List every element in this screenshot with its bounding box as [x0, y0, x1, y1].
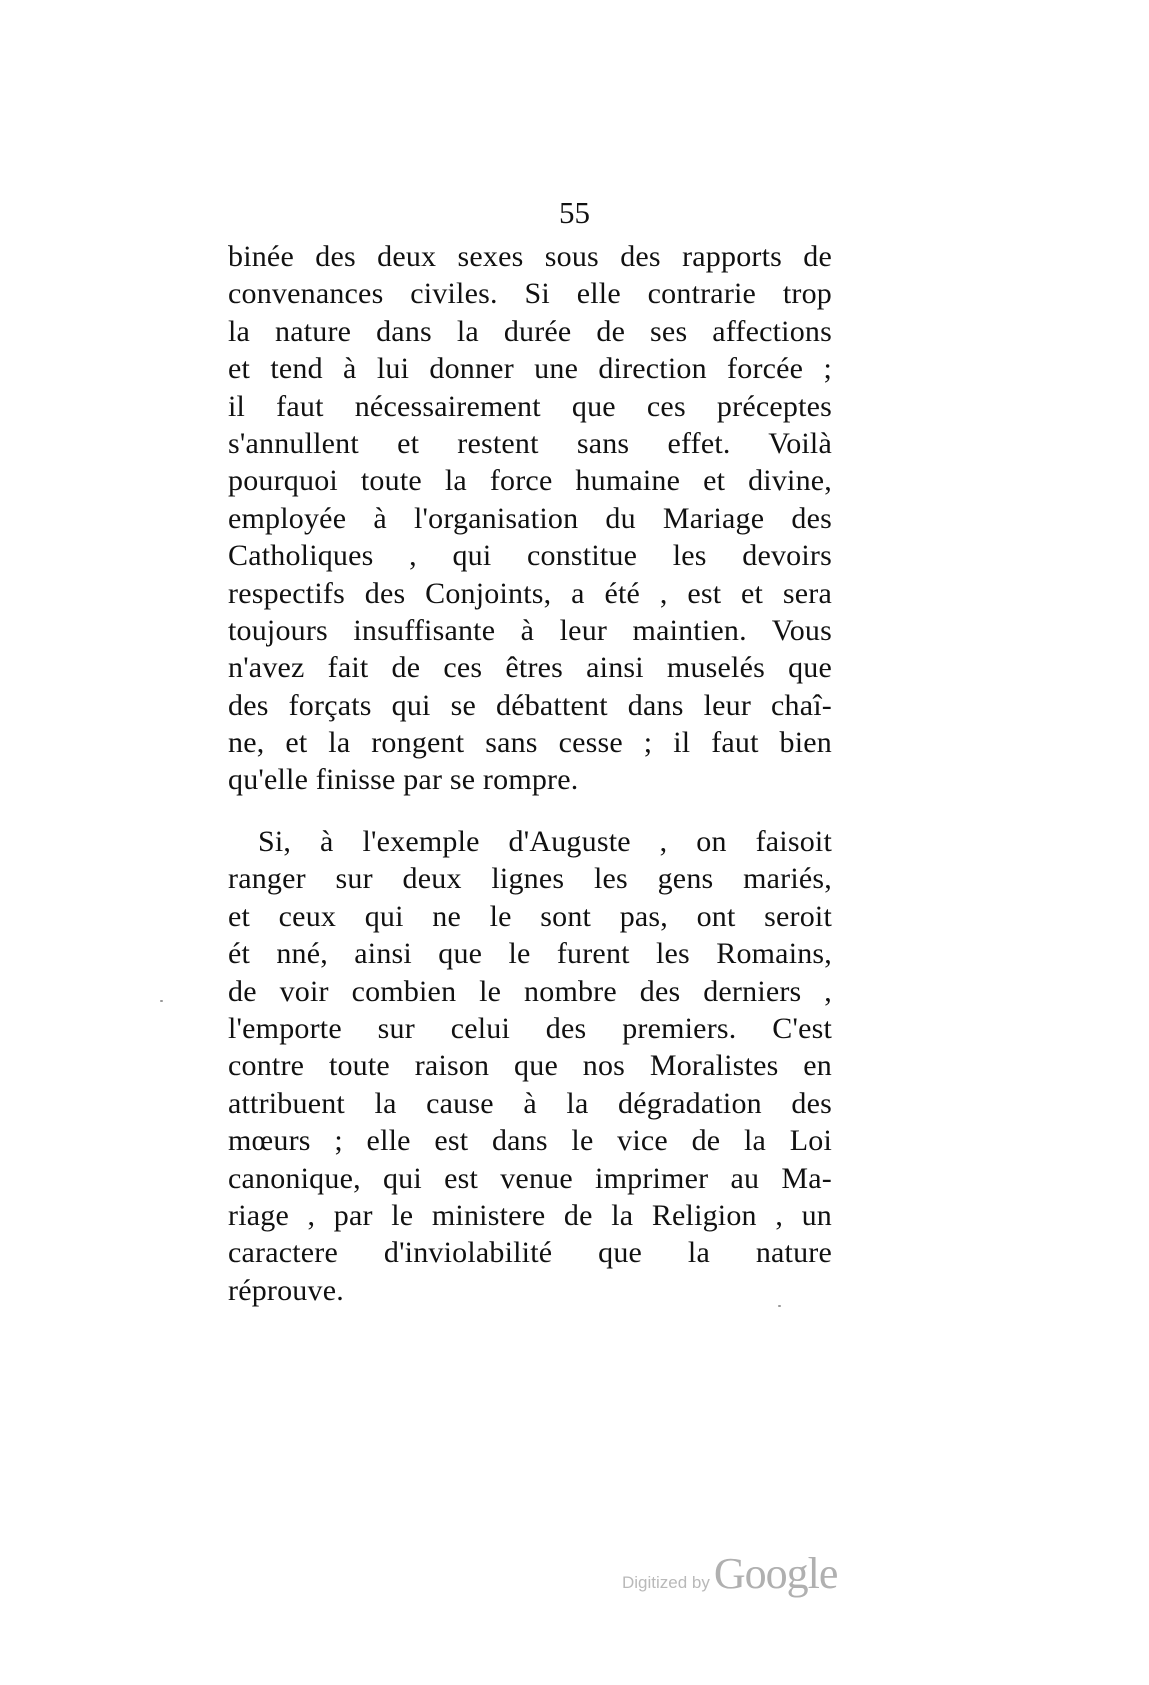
- text-line: ne, et la rongent sans cesse ; il faut bien: [228, 726, 832, 760]
- text-line: qu'elle finisse par se rompre.: [228, 763, 579, 797]
- text-line: n'avez fait de ces êtres ainsi muselés que: [228, 651, 832, 685]
- text-line: des forçats qui se débattent dans leur chaî-: [228, 688, 832, 722]
- text-line: toujours insuffisante à leur maintien. Vous: [228, 613, 832, 647]
- text-line: mœurs ; elle est dans le vice de la Loi: [228, 1124, 832, 1158]
- scan-speck: [778, 1305, 781, 1307]
- text-line: la nature dans la durée de ses affections: [228, 314, 832, 348]
- google-logo: Google: [713, 1549, 838, 1598]
- paragraph-1: [228, 238, 832, 799]
- text-line: il faut nécessairement que ces préceptes: [228, 389, 832, 423]
- text-line: riage , par le ministere de la Religion , un: [228, 1198, 832, 1232]
- text-line: employée à l'organisation du Mariage des: [228, 501, 832, 535]
- text-line: Si, à l'exemple d'Auguste , on faisoit: [258, 825, 832, 858]
- text-line: ranger sur deux lignes les gens mariés,: [228, 862, 832, 896]
- text-line: contre toute raison que nos Moralistes en: [228, 1049, 832, 1083]
- paragraph-2: [228, 823, 832, 1309]
- text-line: et tend à lui donner une direction forcée ;: [228, 352, 832, 386]
- text-line: convenances civiles. Si elle contrarie trop: [228, 277, 832, 311]
- text-line: Catholiques , qui constitue les devoirs: [228, 539, 832, 573]
- text-line: binée des deux sexes sous des rapports de: [228, 240, 832, 273]
- text-line: canonique, qui est venue imprimer au Ma-: [228, 1161, 832, 1195]
- text-line: ét nné, ainsi que le furent les Romains,: [228, 937, 832, 971]
- text-line: pourquoi toute la force humaine et divine,: [228, 464, 832, 498]
- text-line: l'emporte sur celui des premiers. C'est: [228, 1011, 832, 1045]
- text-line: s'annullent et restent sans effet. Voilà: [228, 426, 832, 460]
- text-line: respectifs des Conjoints, a été , est et sera: [228, 576, 832, 610]
- text-line: de voir combien le nombre des derniers ,: [228, 974, 832, 1008]
- text-line: caractere d'inviolabilité que la nature: [228, 1236, 832, 1270]
- text-line: réprouve.: [228, 1273, 344, 1307]
- scan-speck: [160, 1000, 163, 1002]
- digitized-by-google-watermark: [622, 1548, 837, 1598]
- text-line: et ceux qui ne le sont pas, ont seroit: [228, 899, 832, 933]
- page-number: 55: [559, 195, 590, 230]
- text-line: attribuent la cause à la dégradation des: [228, 1086, 832, 1120]
- watermark-prefix: Digitized by: [622, 1573, 710, 1592]
